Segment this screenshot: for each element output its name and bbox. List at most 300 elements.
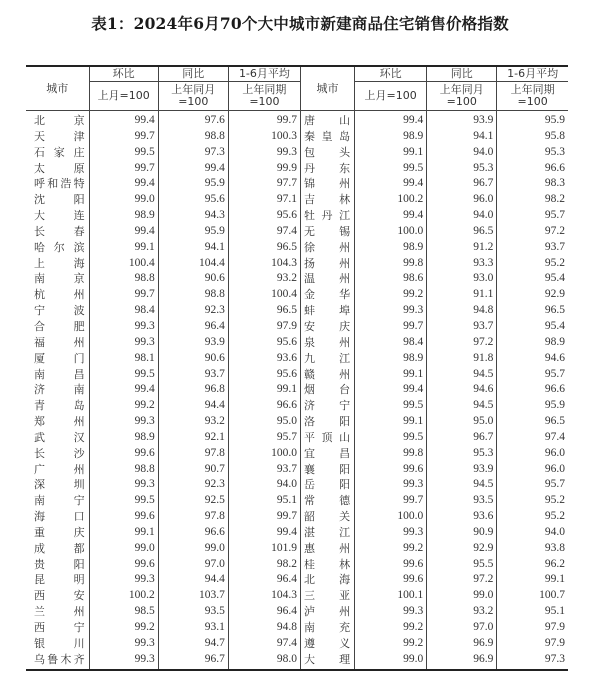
mom-value: 99.5 xyxy=(89,493,158,509)
table-row xyxy=(26,620,568,636)
yoy-value: 94.3 xyxy=(158,208,228,224)
city-name-right: 唐山 xyxy=(300,111,354,129)
yoy-value: 93.7 xyxy=(158,367,228,383)
avg-value: 104.3 xyxy=(228,256,300,272)
mom-value: 99.2 xyxy=(89,398,158,414)
yoy-value: 94.4 xyxy=(158,572,228,588)
table-row xyxy=(26,240,568,256)
city-name-right: 三亚 xyxy=(300,588,354,604)
yoy-value-right: 94.6 xyxy=(427,382,497,398)
avg-value-right: 93.7 xyxy=(497,240,568,256)
yoy-value-right: 93.9 xyxy=(427,111,497,129)
avg-value-right: 98.2 xyxy=(497,192,568,208)
yoy-value: 95.9 xyxy=(158,224,228,240)
table-title: 表1：2024年6月70个大中城市新建商品住宅销售价格指数 xyxy=(91,14,509,33)
yoy-value: 90.7 xyxy=(158,462,228,478)
city-name: 广州 xyxy=(34,462,85,476)
avg-base-right: 上年同期 =100 xyxy=(497,82,568,111)
table-row xyxy=(26,636,568,652)
city-name: 武汉 xyxy=(34,430,85,444)
avg-value-right: 97.4 xyxy=(497,430,568,446)
avg-value-right: 97.9 xyxy=(497,620,568,636)
mom-value-right: 99.1 xyxy=(355,414,427,430)
city-name: 南宁 xyxy=(34,494,85,508)
mom-value-right: 99.6 xyxy=(355,572,427,588)
city-name: 沈阳 xyxy=(34,193,85,207)
mom-value-right: 99.3 xyxy=(355,525,427,541)
mom-value: 99.7 xyxy=(89,129,158,145)
mom-value: 99.5 xyxy=(89,367,158,383)
avg-value: 101.9 xyxy=(228,541,300,557)
yoy-value-right: 94.0 xyxy=(427,145,497,161)
avg-value: 97.4 xyxy=(228,224,300,240)
yoy-value: 93.1 xyxy=(158,620,228,636)
yoy-value-right: 90.9 xyxy=(427,525,497,541)
avg-value: 100.0 xyxy=(228,446,300,462)
city-name: 哈尔滨 xyxy=(34,240,85,254)
table-row xyxy=(26,192,568,208)
yoy-value: 99.4 xyxy=(158,161,228,177)
city-name: 西宁 xyxy=(34,621,85,634)
table-row xyxy=(26,525,568,541)
avg-value-right: 96.6 xyxy=(497,382,568,398)
avg-value: 98.0 xyxy=(228,652,300,670)
avg-value-right: 95.7 xyxy=(497,477,568,493)
yoy-value-right: 95.3 xyxy=(427,446,497,462)
yoy-value-right: 96.7 xyxy=(427,176,497,192)
mom-value-right: 98.9 xyxy=(355,129,427,145)
yoy-value: 103.7 xyxy=(158,588,228,604)
yoy-value: 98.8 xyxy=(158,129,228,145)
city-name: 厦门 xyxy=(34,351,85,365)
avg-value: 99.4 xyxy=(228,525,300,541)
mom-value: 99.0 xyxy=(89,192,158,208)
yoy-value-right: 94.1 xyxy=(427,129,497,145)
mom-value-right: 98.4 xyxy=(355,335,427,351)
yoy-value-right: 94.8 xyxy=(427,303,497,319)
avg-value: 95.0 xyxy=(228,414,300,430)
yoy-value-right: 93.7 xyxy=(427,319,497,335)
yoy-value-right: 95.3 xyxy=(427,161,497,177)
mom-value: 99.3 xyxy=(89,414,158,430)
yoy-value: 97.8 xyxy=(158,509,228,525)
mom-value-right: 100.1 xyxy=(355,588,427,604)
mom-value-right: 99.8 xyxy=(355,256,427,272)
table-row xyxy=(26,303,568,319)
table-body xyxy=(26,111,568,670)
city-name-right: 大理 xyxy=(300,652,354,670)
table-row xyxy=(26,414,568,430)
table-row xyxy=(26,287,568,303)
avg-value: 96.6 xyxy=(228,398,300,414)
avg-value: 96.5 xyxy=(228,303,300,319)
table-row xyxy=(26,604,568,620)
mom-value-right: 99.5 xyxy=(355,161,427,177)
yoy-value: 95.9 xyxy=(158,176,228,192)
city-name: 郑州 xyxy=(34,415,85,429)
avg-value: 99.9 xyxy=(228,161,300,177)
city-name: 海口 xyxy=(34,510,85,524)
yoy-value: 97.8 xyxy=(158,446,228,462)
mom-value-right: 99.8 xyxy=(355,446,427,462)
avg-value: 104.3 xyxy=(228,588,300,604)
mom-value: 98.8 xyxy=(89,462,158,478)
yoy-value-right: 97.2 xyxy=(427,335,497,351)
avg-value-right: 95.9 xyxy=(497,398,568,414)
yoy-value: 93.9 xyxy=(158,335,228,351)
yoy-value-right: 94.5 xyxy=(427,398,497,414)
mom-value-right: 99.7 xyxy=(355,319,427,335)
table-row xyxy=(26,541,568,557)
mom-value: 98.9 xyxy=(89,430,158,446)
yoy-value-right: 93.3 xyxy=(427,256,497,272)
mom-value: 99.6 xyxy=(89,446,158,462)
mom-value: 99.4 xyxy=(89,176,158,192)
mom-value-right: 100.0 xyxy=(355,224,427,240)
city-name-right: 金华 xyxy=(300,287,354,303)
mom-value: 99.6 xyxy=(89,557,158,573)
city-name-right: 宜昌 xyxy=(300,446,354,462)
yoy-value: 92.5 xyxy=(158,493,228,509)
city-name-right: 洛阳 xyxy=(300,414,354,430)
city-name: 南京 xyxy=(34,272,85,286)
city-name-right: 常德 xyxy=(300,493,354,509)
table-row xyxy=(26,129,568,145)
table-row xyxy=(26,509,568,525)
yoy-value: 97.0 xyxy=(158,557,228,573)
avg-value-right: 95.4 xyxy=(497,271,568,287)
table-row xyxy=(26,462,568,478)
mom-value-right: 100.2 xyxy=(355,192,427,208)
city-name-right: 九江 xyxy=(300,351,354,367)
mom-base-right: 上月=100 xyxy=(355,82,427,111)
avg-value-right: 96.5 xyxy=(497,303,568,319)
table-row xyxy=(26,176,568,192)
city-name: 呼和浩特 xyxy=(34,177,85,191)
avg-value: 96.4 xyxy=(228,572,300,588)
avg-value: 93.2 xyxy=(228,271,300,287)
mom-value-right: 99.0 xyxy=(355,652,427,670)
yoy-value: 93.5 xyxy=(158,604,228,620)
yoy-value: 95.6 xyxy=(158,192,228,208)
avg-value-right: 95.3 xyxy=(497,145,568,161)
mom-value-right: 99.5 xyxy=(355,430,427,446)
yoy-value: 94.4 xyxy=(158,398,228,414)
yoy-value: 94.1 xyxy=(158,240,228,256)
mom-value-right: 99.4 xyxy=(355,208,427,224)
mom-value: 99.7 xyxy=(89,161,158,177)
city-name: 福州 xyxy=(34,335,85,349)
city-name-right: 桂林 xyxy=(300,557,354,573)
avg-value-right: 96.0 xyxy=(497,462,568,478)
avg-value-right: 95.8 xyxy=(497,129,568,145)
mom-value: 98.5 xyxy=(89,604,158,620)
city-name: 石家庄 xyxy=(34,145,85,159)
city-name-right: 遵义 xyxy=(300,636,354,652)
avg-value: 93.6 xyxy=(228,351,300,367)
mom-base: 上月=100 xyxy=(89,82,158,111)
mom-value-right: 100.0 xyxy=(355,509,427,525)
table-row xyxy=(26,477,568,493)
mom-value: 98.4 xyxy=(89,303,158,319)
city-name-right: 泸州 xyxy=(300,604,354,620)
city-name-right: 丹东 xyxy=(300,161,354,177)
avg-value: 100.3 xyxy=(228,129,300,145)
city-name: 长沙 xyxy=(34,446,85,460)
yoy-value-right: 96.5 xyxy=(427,224,497,240)
table-row xyxy=(26,335,568,351)
table-row xyxy=(26,430,568,446)
mom-value: 99.3 xyxy=(89,652,158,670)
city-name-right: 锦州 xyxy=(300,176,354,192)
avg-value-right: 93.8 xyxy=(497,541,568,557)
yoy-value-right: 97.2 xyxy=(427,572,497,588)
yoy-value-right: 96.9 xyxy=(427,652,497,670)
avg-value: 98.2 xyxy=(228,557,300,573)
avg-value-right: 97.9 xyxy=(497,636,568,652)
city-name-right: 吉林 xyxy=(300,192,354,208)
city-name: 上海 xyxy=(34,256,85,270)
city-name-right: 岳阳 xyxy=(300,477,354,493)
yoy-value-right: 93.5 xyxy=(427,493,497,509)
mom-value-right: 99.2 xyxy=(355,541,427,557)
city-name-right: 湛江 xyxy=(300,525,354,541)
yoy-value: 92.3 xyxy=(158,477,228,493)
city-name-right: 牡丹江 xyxy=(300,208,354,224)
table-row xyxy=(26,111,568,129)
yoy-value-right: 95.0 xyxy=(427,414,497,430)
mom-value: 99.1 xyxy=(89,240,158,256)
mom-value: 99.0 xyxy=(89,541,158,557)
avg-value: 95.6 xyxy=(228,335,300,351)
yoy-value-right: 97.0 xyxy=(427,620,497,636)
yoy-value-right: 91.1 xyxy=(427,287,497,303)
yoy-header: 同比 xyxy=(158,66,228,82)
yoy-value-right: 96.9 xyxy=(427,636,497,652)
mom-value-right: 99.6 xyxy=(355,557,427,573)
yoy-value-right: 94.0 xyxy=(427,208,497,224)
city-name: 杭州 xyxy=(34,288,85,302)
table-row xyxy=(26,319,568,335)
yoy-value-right: 95.5 xyxy=(427,557,497,573)
avg-value: 95.6 xyxy=(228,367,300,383)
city-name: 济南 xyxy=(34,383,85,397)
yoy-base: 上年同月 =100 xyxy=(158,82,228,111)
avg-value-right: 94.6 xyxy=(497,351,568,367)
yoy-value-right: 91.8 xyxy=(427,351,497,367)
city-name-right: 泉州 xyxy=(300,335,354,351)
city-header: 城市 xyxy=(26,66,89,111)
yoy-value: 96.4 xyxy=(158,319,228,335)
city-name: 西安 xyxy=(34,589,85,603)
mom-value-right: 99.4 xyxy=(355,111,427,129)
mom-value: 99.3 xyxy=(89,572,158,588)
table-row xyxy=(26,224,568,240)
mom-value-right: 99.3 xyxy=(355,604,427,620)
city-name-right: 安庆 xyxy=(300,319,354,335)
mom-value: 99.2 xyxy=(89,620,158,636)
mom-value: 99.6 xyxy=(89,509,158,525)
mom-value-right: 99.4 xyxy=(355,176,427,192)
table-row xyxy=(26,652,568,670)
avg-value: 99.3 xyxy=(228,145,300,161)
table-row xyxy=(26,208,568,224)
yoy-value: 98.8 xyxy=(158,287,228,303)
avg-value-right: 96.0 xyxy=(497,446,568,462)
avg-value-right: 98.3 xyxy=(497,176,568,192)
mom-value-right: 99.2 xyxy=(355,620,427,636)
avg-value: 97.7 xyxy=(228,176,300,192)
city-name: 昆明 xyxy=(34,573,85,587)
mom-value: 99.4 xyxy=(89,224,158,240)
yoy-value-right: 93.9 xyxy=(427,462,497,478)
avg-value-right: 95.7 xyxy=(497,367,568,383)
mom-header: 环比 xyxy=(89,66,158,82)
mom-value: 98.8 xyxy=(89,271,158,287)
city-name-right: 济宁 xyxy=(300,398,354,414)
table-row xyxy=(26,145,568,161)
avg-header: 1-6月平均 xyxy=(228,66,300,82)
city-header-right: 城市 xyxy=(300,66,354,111)
avg-value-right: 95.4 xyxy=(497,319,568,335)
table-row xyxy=(26,398,568,414)
table-row xyxy=(26,367,568,383)
mom-value: 100.2 xyxy=(89,588,158,604)
yoy-header-right: 同比 xyxy=(427,66,497,82)
table-row xyxy=(26,161,568,177)
yoy-value: 96.7 xyxy=(158,652,228,670)
city-name-right: 韶关 xyxy=(300,509,354,525)
city-name: 兰州 xyxy=(34,605,85,619)
city-name-right: 徐州 xyxy=(300,240,354,256)
yoy-value: 90.6 xyxy=(158,351,228,367)
city-name-right: 北海 xyxy=(300,572,354,588)
table-row xyxy=(26,256,568,272)
avg-value-right: 92.9 xyxy=(497,287,568,303)
avg-value-right: 95.7 xyxy=(497,208,568,224)
avg-value: 94.8 xyxy=(228,620,300,636)
yoy-value-right: 93.2 xyxy=(427,604,497,620)
yoy-value: 92.1 xyxy=(158,430,228,446)
avg-value: 99.7 xyxy=(228,509,300,525)
avg-value: 99.1 xyxy=(228,382,300,398)
mom-value-right: 99.3 xyxy=(355,303,427,319)
mom-value-right: 99.5 xyxy=(355,398,427,414)
city-name-right: 温州 xyxy=(300,271,354,287)
avg-value-right: 99.1 xyxy=(497,572,568,588)
yoy-value-right: 93.0 xyxy=(427,271,497,287)
city-name-right: 烟台 xyxy=(300,382,354,398)
mom-value-right: 99.1 xyxy=(355,367,427,383)
avg-value-right: 98.9 xyxy=(497,335,568,351)
avg-value-right: 96.2 xyxy=(497,557,568,573)
price-index-table xyxy=(26,65,568,671)
mom-value: 99.3 xyxy=(89,477,158,493)
mom-value: 99.3 xyxy=(89,636,158,652)
mom-header-right: 环比 xyxy=(355,66,427,82)
yoy-value: 104.4 xyxy=(158,256,228,272)
yoy-value: 96.6 xyxy=(158,525,228,541)
avg-value: 99.7 xyxy=(228,111,300,129)
avg-value-right: 95.9 xyxy=(497,111,568,129)
city-name: 重庆 xyxy=(34,525,85,539)
yoy-value-right: 96.7 xyxy=(427,430,497,446)
city-name: 宁波 xyxy=(34,304,85,318)
avg-value-right: 95.1 xyxy=(497,604,568,620)
avg-value-right: 96.6 xyxy=(497,161,568,177)
mom-value: 99.7 xyxy=(89,287,158,303)
city-name-right: 蚌埠 xyxy=(300,303,354,319)
mom-value: 99.1 xyxy=(89,525,158,541)
yoy-value-right: 96.0 xyxy=(427,192,497,208)
mom-value-right: 98.9 xyxy=(355,351,427,367)
city-name: 贵阳 xyxy=(34,557,85,571)
yoy-value: 92.3 xyxy=(158,303,228,319)
mom-value: 99.3 xyxy=(89,335,158,351)
avg-value: 97.4 xyxy=(228,636,300,652)
yoy-value: 94.7 xyxy=(158,636,228,652)
yoy-value: 96.8 xyxy=(158,382,228,398)
city-name: 深圳 xyxy=(34,478,85,492)
mom-value: 99.3 xyxy=(89,319,158,335)
mom-value: 99.4 xyxy=(89,111,158,129)
avg-value: 97.1 xyxy=(228,192,300,208)
table-row xyxy=(26,382,568,398)
avg-value-right: 100.7 xyxy=(497,588,568,604)
city-name: 北京 xyxy=(34,114,85,127)
avg-value: 95.6 xyxy=(228,208,300,224)
table-row xyxy=(26,271,568,287)
yoy-value: 97.3 xyxy=(158,145,228,161)
avg-value: 100.4 xyxy=(228,287,300,303)
city-name-right: 赣州 xyxy=(300,367,354,383)
city-name: 大连 xyxy=(34,209,85,223)
city-name: 成都 xyxy=(34,541,85,555)
mom-value: 98.1 xyxy=(89,351,158,367)
city-name: 青岛 xyxy=(34,399,85,413)
table-row xyxy=(26,557,568,573)
yoy-value-right: 94.5 xyxy=(427,477,497,493)
table-row xyxy=(26,446,568,462)
avg-value: 96.5 xyxy=(228,240,300,256)
mom-value-right: 99.2 xyxy=(355,287,427,303)
avg-value: 95.1 xyxy=(228,493,300,509)
city-name-right: 襄阳 xyxy=(300,462,354,478)
city-name: 南昌 xyxy=(34,367,85,381)
mom-value-right: 99.7 xyxy=(355,493,427,509)
city-name: 乌鲁木齐 xyxy=(34,652,85,666)
avg-value-right: 97.3 xyxy=(497,652,568,670)
mom-value-right: 99.2 xyxy=(355,636,427,652)
city-name: 合肥 xyxy=(34,319,85,333)
mom-value-right: 99.1 xyxy=(355,145,427,161)
city-name: 太原 xyxy=(34,161,85,175)
avg-header-right: 1-6月平均 xyxy=(497,66,568,82)
mom-value-right: 99.4 xyxy=(355,382,427,398)
yoy-value-right: 92.9 xyxy=(427,541,497,557)
yoy-value-right: 93.6 xyxy=(427,509,497,525)
yoy-value-right: 99.0 xyxy=(427,588,497,604)
avg-value-right: 95.2 xyxy=(497,256,568,272)
city-name: 长春 xyxy=(34,224,85,238)
avg-value-right: 94.0 xyxy=(497,525,568,541)
mom-value-right: 98.9 xyxy=(355,240,427,256)
mom-value: 99.4 xyxy=(89,382,158,398)
yoy-value: 97.6 xyxy=(158,111,228,129)
city-name-right: 平顶山 xyxy=(300,430,354,446)
mom-value: 99.5 xyxy=(89,145,158,161)
city-name-right: 无锡 xyxy=(300,224,354,240)
